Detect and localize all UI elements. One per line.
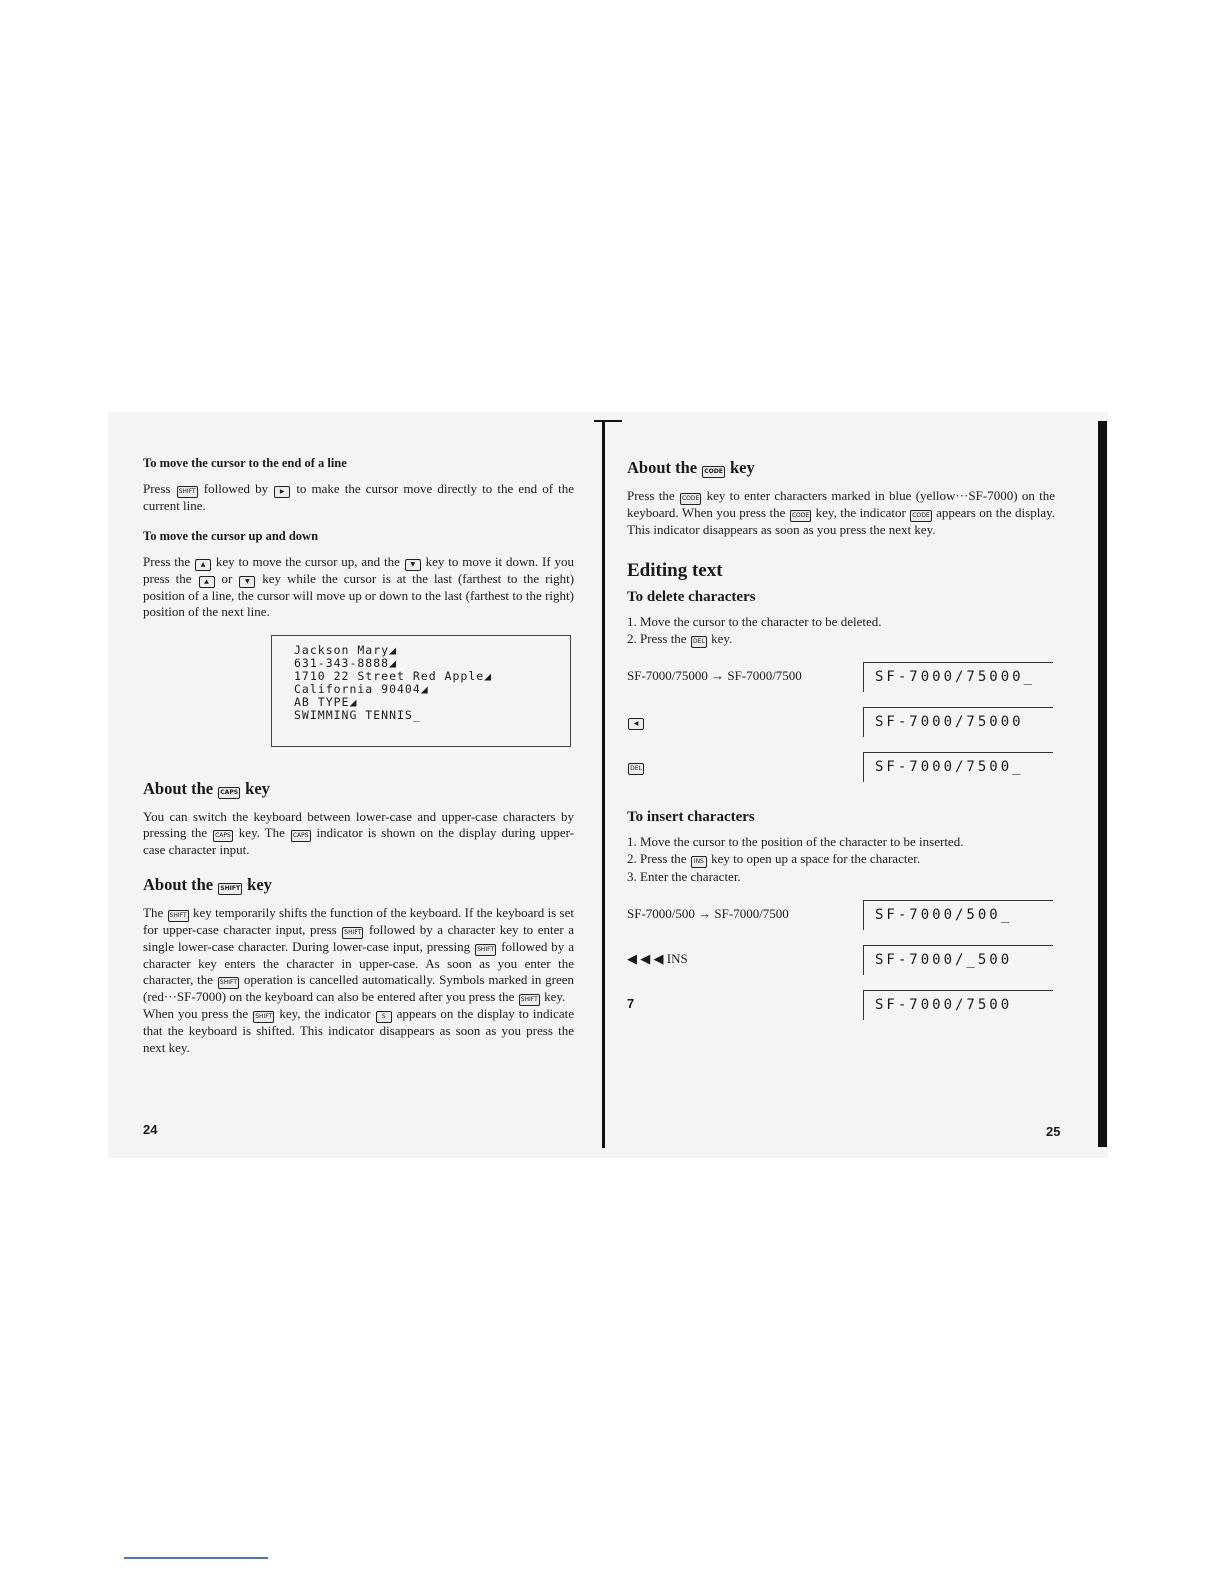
down-arrow-key-icon: ▼ — [239, 576, 255, 588]
delete-example-row — [627, 662, 1055, 707]
text: About the — [143, 874, 214, 894]
caps-key-icon: CAPS — [213, 830, 233, 842]
text: followed by a character key to enter a single lower-case character. During lower-case input, pressing — [143, 921, 575, 954]
example-label-key — [627, 758, 645, 775]
bottom-blue-line — [124, 1557, 268, 1559]
heading-caps-key — [143, 778, 574, 799]
code-key-icon: CODE — [702, 466, 725, 478]
example-display: SF-7000/7500_ — [863, 752, 1053, 782]
text: Press — [143, 480, 171, 496]
text: or — [221, 570, 233, 586]
text: key, the indicator — [815, 505, 906, 520]
heading-shift-key — [143, 874, 574, 895]
list-item — [627, 631, 1055, 648]
down-arrow-key-icon: ▼ — [405, 559, 421, 571]
gutter-line — [602, 420, 605, 1148]
code-key-icon: CODE — [680, 493, 701, 505]
shift-key-icon: SHIFT — [475, 944, 496, 956]
right-arrow-key-icon: ▶ — [274, 486, 290, 498]
text: key to move the cursor up, and the — [215, 553, 400, 569]
text: key — [729, 458, 755, 477]
delete-example-row — [627, 752, 1055, 797]
lcd-line: 1710 22 Street Red Apple◢ — [294, 668, 493, 683]
text: 2. Press the — [627, 631, 687, 646]
text: appears on the display to indicate that the keyboard is shifted. This indicator disappears as soon as you press the next key. — [143, 1006, 575, 1055]
s-indicator-icon: S — [376, 1011, 392, 1023]
shift-key-icon: SHIFT — [177, 486, 198, 498]
list-item: 1. Move the cursor to the character to be deleted. — [627, 613, 882, 629]
example-display: SF-7000/_500 — [863, 945, 1053, 975]
heading-insert-characters: To insert characters — [627, 809, 755, 825]
lcd-line: AB TYPE◢ — [294, 694, 358, 709]
shift-key-icon: SHIFT — [168, 910, 189, 922]
code-key-icon: CODE — [790, 510, 811, 522]
shift-key-icon: SHIFT — [342, 927, 363, 939]
text: appears on the display. This indicator disappears as soon as you press the next key. — [627, 505, 1056, 537]
left-arrow-key-icon: ◀ — [628, 718, 644, 730]
left-page — [143, 455, 574, 1066]
gutter-top-line — [594, 420, 622, 422]
page-number-left: 24 — [143, 1122, 158, 1137]
paragraph-up-down — [143, 554, 574, 621]
paragraph-code — [627, 488, 1055, 539]
text: About the — [627, 458, 698, 477]
shift-key-icon: SHIFT — [218, 883, 242, 895]
del-key-icon: DEL — [628, 763, 644, 775]
text: When you press the — [143, 1006, 249, 1021]
text: key. — [711, 631, 733, 646]
example-label: 7 — [627, 995, 635, 1011]
right-page — [627, 460, 1055, 1035]
lcd-line: Jackson Mary◢ — [294, 642, 398, 657]
example-display: SF-7000/500_ — [863, 900, 1053, 930]
lcd-line: SWIMMING TENNIS_ — [294, 707, 421, 722]
text: Press the — [627, 488, 675, 503]
page-number-right: 25 — [1046, 1124, 1061, 1139]
example-label: SF-7000/500 → SF-7000/7500 — [627, 905, 789, 921]
text: key. — [544, 989, 566, 1004]
del-key-icon: DEL — [691, 636, 707, 648]
text: 2. Press the — [627, 851, 687, 866]
lcd-display-example — [271, 635, 571, 747]
shift-key-icon: SHIFT — [253, 1011, 274, 1023]
text: key, the indicator — [279, 1006, 371, 1021]
text: key. The — [238, 825, 285, 840]
text: indicator is shown on the display during upper-case character input. — [143, 825, 575, 857]
text: The — [143, 904, 164, 920]
delete-example-row — [627, 707, 1055, 752]
list-item: 1. Move the cursor to the position of the character to be inserted. — [627, 833, 964, 849]
text: followed by — [203, 480, 269, 496]
caps-indicator-icon: CAPS — [291, 830, 311, 842]
text: key to open up a space for the character. — [711, 851, 921, 866]
text: key while the cursor is at the last (farthest to the right) position of a line, the cursor will move up or down to the last (farthest to the right) position of the next line. — [143, 570, 575, 619]
caps-key-icon: CAPS — [218, 787, 240, 799]
heading-delete-characters: To delete characters — [627, 589, 756, 605]
insert-example-row — [627, 945, 1055, 990]
heading-code-key — [627, 460, 1055, 478]
text: key to enter characters marked in blue (yellow···SF-7000) on the keyboard. When you press the — [627, 488, 1056, 520]
text: operation is cancelled automatically. Symbols marked in green (red···SF-7000) on the keyboard can also be entered after you press the — [143, 972, 575, 1004]
text: key to move it down. If you press the — [143, 553, 575, 586]
list-item: 3. Enter the character. — [627, 869, 741, 884]
shift-key-icon: SHIFT — [218, 977, 239, 989]
paragraph-caps — [143, 809, 574, 859]
lcd-line: 631-343-8888◢ — [294, 655, 398, 670]
code-indicator-icon: CODE — [910, 510, 931, 522]
insert-example-row — [627, 990, 1055, 1035]
shift-key-icon: SHIFT — [519, 994, 540, 1006]
delete-steps — [627, 614, 1055, 649]
example-label: SF-7000/75000 → SF-7000/7500 — [627, 668, 802, 683]
example-display: SF-7000/7500 — [863, 990, 1053, 1020]
text: About the — [143, 778, 214, 798]
ins-key-icon: INS — [691, 856, 707, 868]
text: key — [247, 874, 272, 894]
example-display: SF-7000/75000_ — [863, 662, 1053, 692]
section-title-end-of-line: To move the cursor to the end of a line — [143, 456, 347, 470]
example-label-keys: ◀ ◀ ◀ INS — [627, 950, 688, 966]
paragraph-end-of-line — [143, 481, 574, 515]
example-label-key — [627, 713, 645, 730]
text: Press the — [143, 553, 191, 569]
lcd-line: California 90404◢ — [294, 681, 429, 696]
text: followed by a character key enters the character in upper-case. As soon as you enter the character, the — [143, 938, 575, 987]
insert-steps — [627, 834, 1055, 886]
up-arrow-key-icon: ▲ — [195, 559, 211, 571]
text: key — [245, 778, 270, 798]
section-title-up-down: To move the cursor up and down — [143, 529, 319, 543]
insert-example-row — [627, 900, 1055, 945]
up-arrow-key-icon: ▲ — [199, 576, 215, 588]
example-display: SF-7000/75000 — [863, 707, 1053, 737]
right-edge-bar — [1098, 421, 1107, 1147]
text: key temporarily shifts the function of the keyboard. If the keyboard is set for upper-case character input, press — [143, 904, 574, 937]
heading-editing-text: Editing text — [627, 559, 723, 581]
text: You can switch the keyboard between lower-case and upper-case characters by pressing the — [143, 808, 574, 840]
list-item — [627, 851, 1055, 868]
text: to make the cursor move directly to the end of the current line. — [143, 480, 575, 513]
paragraph-shift — [143, 905, 574, 1057]
